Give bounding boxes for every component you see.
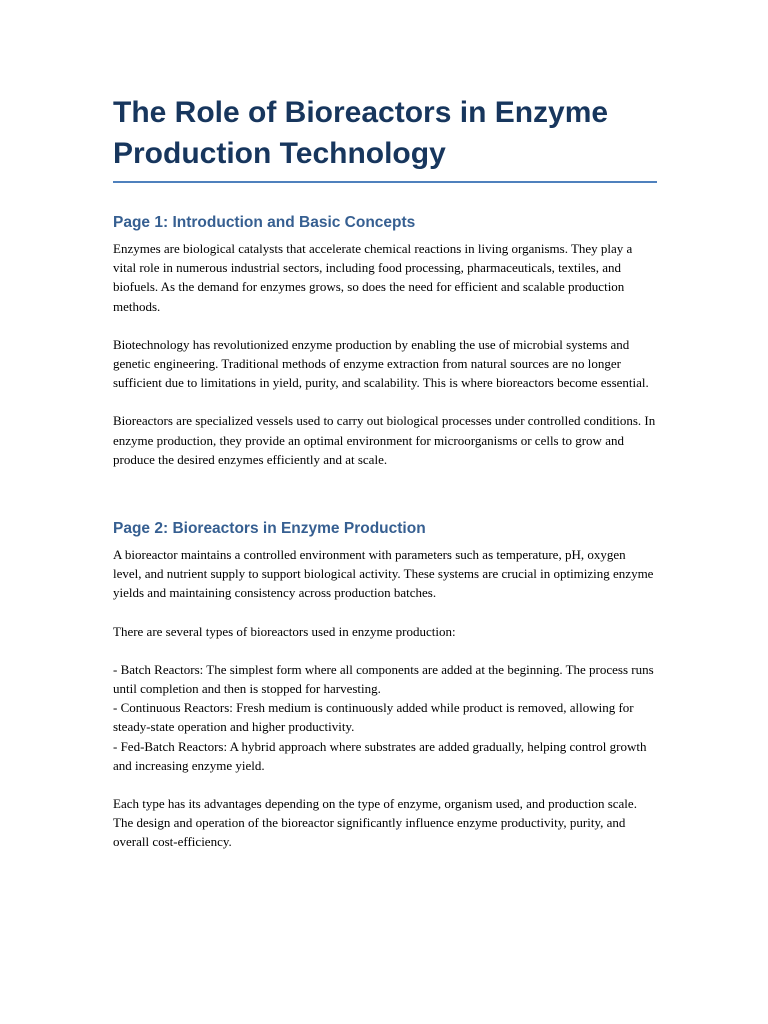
paragraph: Biotechnology has revolutionized enzyme production by enabling the use of microbial systems and genetic engineering. Traditional methods of enzyme extraction from natural sources are no longer sufficient due to limitations in yield, purity, and scalability. This is where bioreactors become essential. bbox=[113, 336, 649, 391]
paragraph: Enzymes are biological catalysts that accelerate chemical reactions in living organisms. They play a vital role in numerous industrial sectors, including food processing, pharmaceuticals, textiles, and biofuels. As the demand for enzymes grows, so does the need for efficient and scalable production methods. bbox=[113, 241, 633, 314]
paragraph: Bioreactors are specialized vessels used to carry out biological processes under controlled conditions. In enzyme production, they provide an optimal environment for microorganisms or cells to grow and produce the desired enzymes efficiently and at scale. bbox=[113, 413, 656, 467]
section-introduction bbox=[113, 213, 657, 469]
list-item: - Fed-Batch Reactors: A hybrid approach where substrates are added gradually, helping control growth and increasing enzyme yield. bbox=[113, 738, 647, 773]
list-item: - Batch Reactors: The simplest form where all components are added at the beginning. The process runs until completion and then is stopped for harvesting. bbox=[113, 661, 654, 697]
list-item: - Continuous Reactors: Fresh medium is continuously added while product is removed, allowing for steady-state operation and higher productivity. bbox=[113, 700, 634, 735]
section-bioreactors bbox=[113, 519, 657, 852]
paragraph: There are several types of bioreactors used in enzyme production: bbox=[113, 623, 456, 639]
closing-paragraph: Each type has its advantages depending on the type of enzyme, organism used, and production scale. The design and operation of the bioreactor significantly influence enzyme productivity, purity, and overall cost-efficiency. bbox=[113, 796, 637, 850]
document-title: The Role of Bioreactors in Enzyme Production Technology bbox=[113, 96, 609, 170]
title-underline-rule bbox=[113, 181, 657, 183]
document-page bbox=[113, 92, 657, 871]
section-heading: Page 2: Bioreactors in Enzyme Production bbox=[113, 520, 426, 538]
paragraph: A bioreactor maintains a controlled environment with parameters such as temperature, pH, oxygen level, and nutrient supply to support biological activity. These systems are crucial in optimizing enzyme yields and maintaining consistency across production batches. bbox=[113, 547, 654, 601]
section-heading: Page 1: Introduction and Basic Concepts bbox=[113, 214, 416, 231]
reactor-types-list bbox=[113, 660, 657, 775]
